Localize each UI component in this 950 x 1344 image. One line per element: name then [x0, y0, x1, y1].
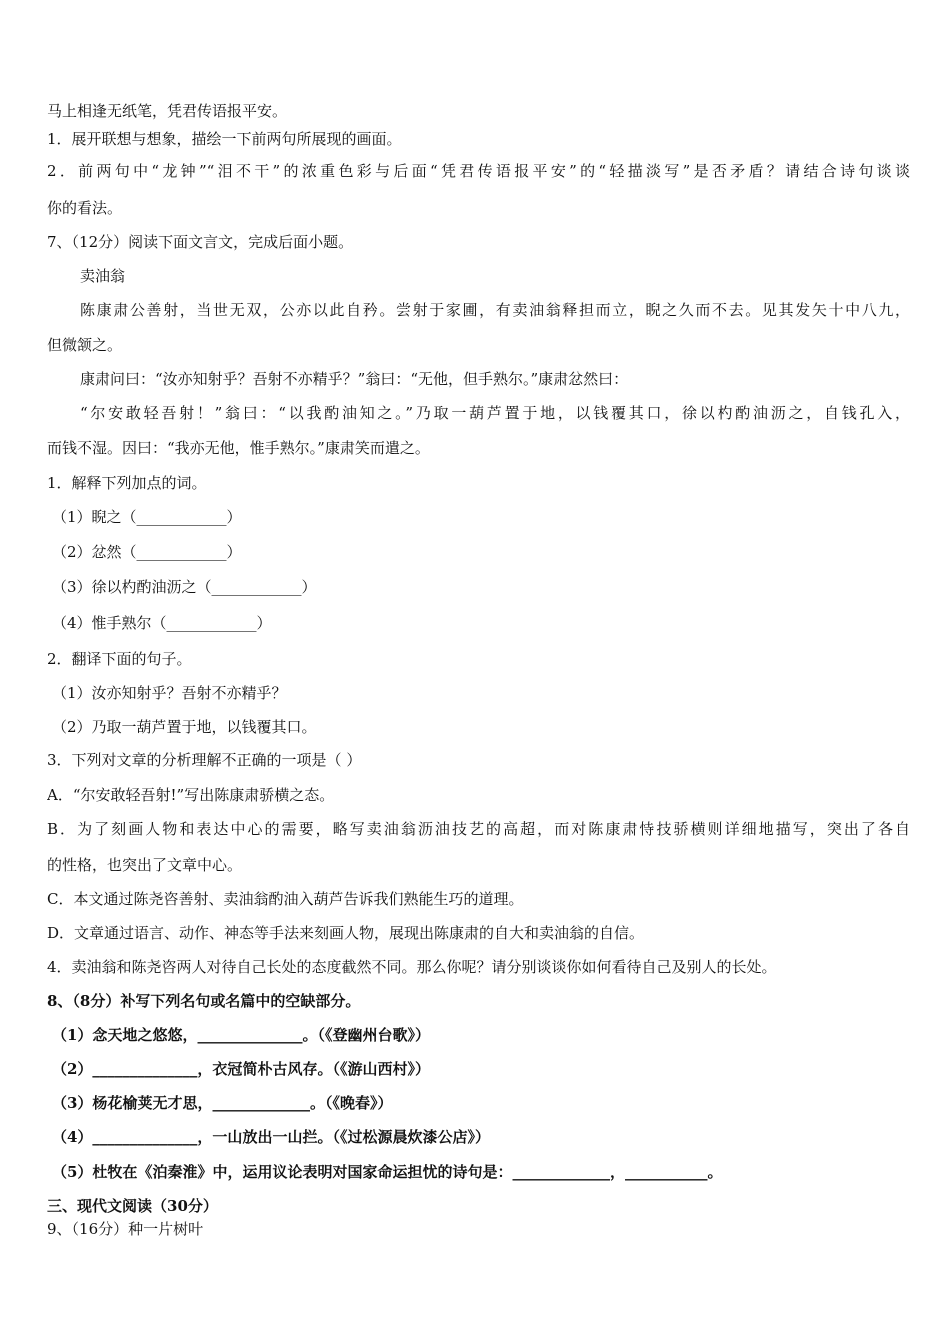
poem-last-line: 马上相逢无纸笔，凭君传语报平安。: [47, 102, 288, 120]
passage-title: 卖油翁: [80, 267, 126, 285]
q8-item: （3）杨花榆荚无才思，_____________。（《晚春》）: [52, 1094, 393, 1112]
q7-sub1-title: 1．解释下列加点的词。: [47, 474, 207, 492]
q7-sub4: 4．卖油翁和陈尧咨两人对待自己长处的态度截然不同。那么你呢？请分别谈谈你如何看待自己及别人的长处。: [47, 958, 777, 976]
option-b-line1: B．为了刻画人物和表达中心的需要，略写卖油翁沥油技艺的高超，而对陈康肃恃技骄横则详细地描写，突出了各自: [47, 820, 910, 838]
q6-sub2-line1: 2．前两句中“龙钟”“泪不干”的浓重色彩与后面“凭君传语报平安”的“轻描淡写”是否矛盾？请结合诗句谈谈: [47, 162, 910, 180]
q8-item: （4）______________，一山放出一山拦。（《过松源晨炊漆公店》）: [52, 1128, 490, 1146]
q9-header: 9、（16分）种一片树叶: [47, 1220, 204, 1238]
passage-para3-line1: “尔安敢轻吾射！”翁曰：“以我酌油知之。”乃取一葫芦置于地，以钱覆其口，徐以杓酌油沥之，自钱孔入，: [80, 404, 910, 422]
q7-sub1-item: （1）睨之（____________）: [52, 508, 242, 526]
q7-header: 7、（12分）阅读下面文言文，完成后面小题。: [47, 233, 354, 251]
q7-sub2-item: （2）乃取一葫芦置于地，以钱覆其口。: [52, 718, 317, 736]
q8-header: 8、（8分）补写下列名句或名篇中的空缺部分。: [47, 992, 361, 1010]
passage-para1-line2: 但微颔之。: [47, 336, 123, 354]
option-a: A．“尔安敢轻吾射!”写出陈康肃骄横之态。: [47, 786, 335, 804]
passage-para2: 康肃问曰：“汝亦知射乎？吾射不亦精乎？”翁曰：“无他，但手熟尔。”康肃忿然曰：: [80, 370, 629, 388]
q7-sub2-title: 2．翻译下面的句子。: [47, 650, 192, 668]
q8-item: （5）杜牧在《泊秦淮》中，运用议论表明对国家命运担忧的诗句是：_____________，___________。: [52, 1163, 723, 1181]
q7-sub1-item: （4）惟手熟尔（____________）: [52, 614, 272, 632]
q7-sub2-item: （1）汝亦知射乎？吾射不亦精乎？: [52, 684, 287, 702]
q7-sub1-item: （2）忿然（____________）: [52, 543, 242, 561]
option-c: C．本文通过陈尧咨善射、卖油翁酌油入葫芦告诉我们熟能生巧的道理。: [47, 890, 524, 908]
q6-sub1: 1．展开联想与想象，描绘一下前两句所展现的画面。: [47, 130, 402, 148]
q7-sub3-title: 3．下列对文章的分析理解不正确的一项是（ ）: [47, 751, 362, 769]
passage-para1-line1: 陈康肃公善射，当世无双，公亦以此自矜。尝射于家圃，有卖油翁释担而立，睨之久而不去。见其发矢十中八九，: [80, 301, 910, 319]
q6-sub2-line2: 你的看法。: [47, 199, 123, 217]
section-title: 三、现代文阅读（30分）: [47, 1197, 218, 1215]
q8-item: （1）念天地之悠悠，______________。（《登幽州台歌》）: [52, 1026, 430, 1044]
option-b-line2: 的性格，也突出了文章中心。: [47, 856, 243, 874]
passage-para3-line2: 而钱不湿。因曰：“我亦无他，惟手熟尔。”康肃笑而遣之。: [47, 439, 430, 457]
q7-sub1-item: （3）徐以杓酌油沥之（____________）: [52, 578, 317, 596]
q8-item: （2）______________，衣冠简朴古风存。（《游山西村》）: [52, 1060, 430, 1078]
option-d: D．文章通过语言、动作、神态等手法来刻画人物，展现出陈康肃的自大和卖油翁的自信。: [47, 924, 645, 942]
